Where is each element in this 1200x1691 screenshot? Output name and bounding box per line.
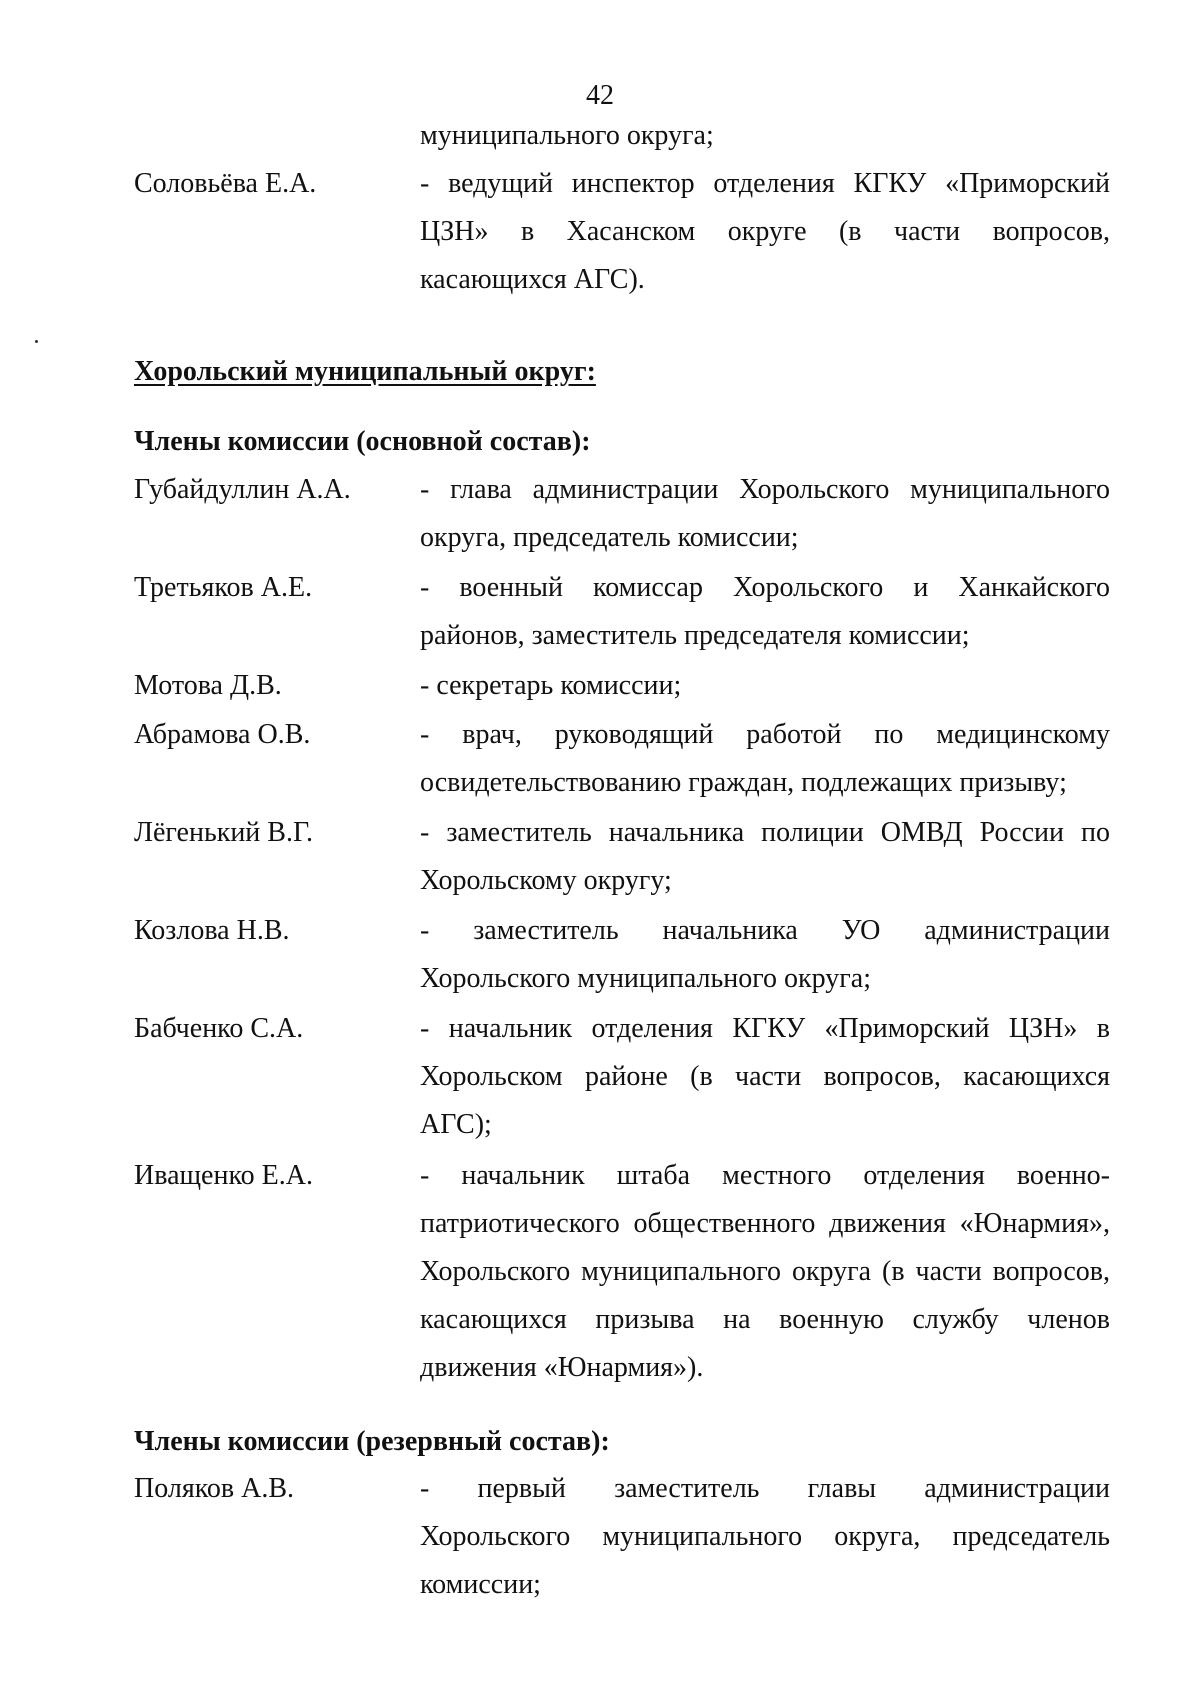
- member-name: Иващенко Е.А.: [134, 1160, 313, 1191]
- scan-speck: [35, 340, 38, 343]
- member-role: [420, 662, 1110, 710]
- text-line: - заместитель начальника УО администрации: [420, 915, 1110, 946]
- text-line: Хорольскому округу;: [420, 865, 672, 896]
- text-line: патриотического общественного движения «Юнармия»,: [420, 1208, 1110, 1239]
- member-name: Абрамова О.В.: [134, 719, 311, 750]
- text-line: - врач, руководящий работой по медицинскому: [420, 719, 1110, 750]
- district-heading: Хорольский муниципальный округ:: [134, 356, 596, 387]
- member-name: Соловьёва Е.А.: [134, 168, 317, 199]
- member-role: [420, 564, 1110, 660]
- member-role: [420, 907, 1110, 1003]
- member-name: Третьяков А.Е.: [134, 572, 313, 603]
- text-line: - начальник штаба местного отделения военно-: [420, 1160, 1110, 1191]
- text-line: освидетельствованию граждан, подлежащих призыву;: [420, 767, 1067, 798]
- text-line: округа, председатель комиссии;: [420, 522, 799, 553]
- text-line: - военный комиссар Хорольского и Ханкайского: [420, 572, 1110, 603]
- member-role: [420, 1005, 1110, 1149]
- member-name: Бабченко С.А.: [134, 1013, 304, 1044]
- page-number: 42: [586, 80, 614, 111]
- member-role: [420, 466, 1110, 562]
- text-line: Хорольском районе (в части вопросов, касающихся: [420, 1061, 1110, 1092]
- member-name: Поляков А.В.: [134, 1473, 295, 1504]
- text-line: - секретарь комиссии;: [420, 670, 682, 701]
- reserve-composition-heading: Члены комиссии (резервный состав):: [134, 1426, 610, 1457]
- member-role: [420, 1465, 1110, 1609]
- text-line: Хорольского муниципального округа, председатель: [420, 1521, 1110, 1552]
- text-line: муниципального округа;: [420, 120, 714, 151]
- member-role: [420, 809, 1110, 905]
- text-line: - глава администрации Хорольского муниципального: [420, 474, 1110, 505]
- text-line: - ведущий инспектор отделения КГКУ «Приморский: [420, 168, 1110, 199]
- continuation-text: [420, 112, 1110, 160]
- text-line: ЦЗН» в Хасанском округе (в части вопросов,: [420, 216, 1110, 247]
- text-line: районов, заместитель председателя комиссии;: [420, 620, 970, 651]
- text-line: - начальник отделения КГКУ «Приморский ЦЗН» в: [420, 1013, 1110, 1044]
- member-role: [420, 711, 1110, 807]
- text-line: - заместитель начальника полиции ОМВД России по: [420, 817, 1110, 848]
- text-line: движения «Юнармия»).: [420, 1352, 704, 1383]
- member-name: Лёгенький В.Г.: [134, 817, 313, 848]
- text-line: Хорольского муниципального округа (в части вопросов,: [420, 1256, 1110, 1287]
- member-name: Мотова Д.В.: [134, 670, 282, 701]
- text-line: касающихся призыва на военную службу членов: [420, 1304, 1110, 1335]
- text-line: комиссии;: [420, 1569, 541, 1600]
- member-role: [420, 1152, 1110, 1392]
- text-line: Хорольского муниципального округа;: [420, 963, 871, 994]
- member-name: Козлова Н.В.: [134, 915, 290, 946]
- text-line: касающихся АГС).: [420, 264, 645, 295]
- main-composition-heading: Члены комиссии (основной состав):: [134, 426, 591, 457]
- text-line: - первый заместитель главы администрации: [420, 1473, 1110, 1504]
- member-role: [420, 160, 1110, 304]
- text-line: АГС);: [420, 1109, 492, 1140]
- member-name: Губайдуллин А.А.: [134, 474, 351, 505]
